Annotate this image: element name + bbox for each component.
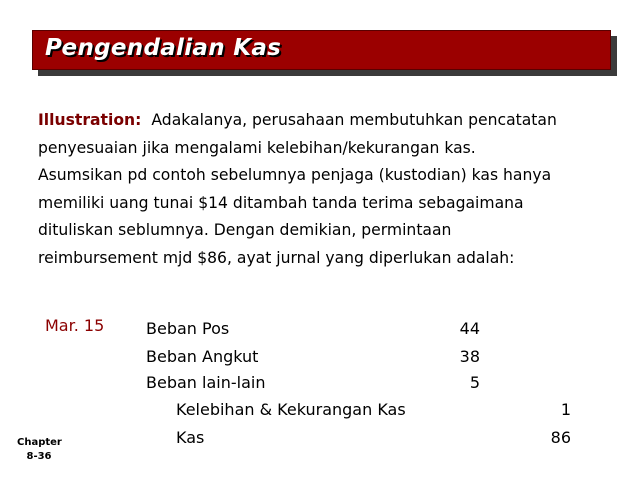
paragraph-line-6: reimbursement mjd $86, ayat jurnal yang diperlukan adalah: — [38, 248, 515, 267]
account-name: Beban Pos — [146, 319, 230, 338]
illustration-label: Illustration: — [38, 111, 142, 129]
paragraph-line-3: Asumsikan pd contoh sebelumnya penjaga (kustodian) kas hanya — [38, 166, 552, 184]
account-name: Kas — [176, 428, 205, 447]
page-number: 8-36 — [26, 451, 52, 462]
chapter-footer — [17, 436, 61, 464]
credit-amount: 1 — [560, 400, 571, 419]
illustration-paragraph — [38, 107, 618, 272]
paragraph-line-5: dituliskan seblumnya. Dengan demikian, permintaan — [38, 221, 452, 239]
slide-title: Pengendalian Kas — [45, 35, 282, 61]
paragraph-text: Adakalanya, perusahaan membutuhkan pencatatan — [151, 111, 557, 129]
account-name: Kelebihan & Kekurangan Kas — [176, 400, 406, 419]
account-name: Beban Angkut — [146, 347, 259, 366]
debit-amount: 5 — [469, 373, 480, 392]
title-bar — [32, 30, 611, 70]
paragraph-line-1 — [38, 107, 618, 135]
debit-amount: 38 — [459, 347, 480, 366]
chapter-label: Chapter — [17, 437, 62, 448]
paragraph-line-2: penyesuaian jika mengalami kelebihan/kekurangan kas. — [38, 138, 476, 157]
credit-amount: 86 — [550, 428, 571, 447]
journal-date: Mar. 15 — [45, 316, 105, 335]
account-name: Beban lain-lain — [146, 373, 266, 392]
paragraph-line-4: memiliki uang tunai $14 ditambah tanda terima sebagaimana — [38, 193, 524, 212]
debit-amount: 44 — [459, 319, 480, 338]
